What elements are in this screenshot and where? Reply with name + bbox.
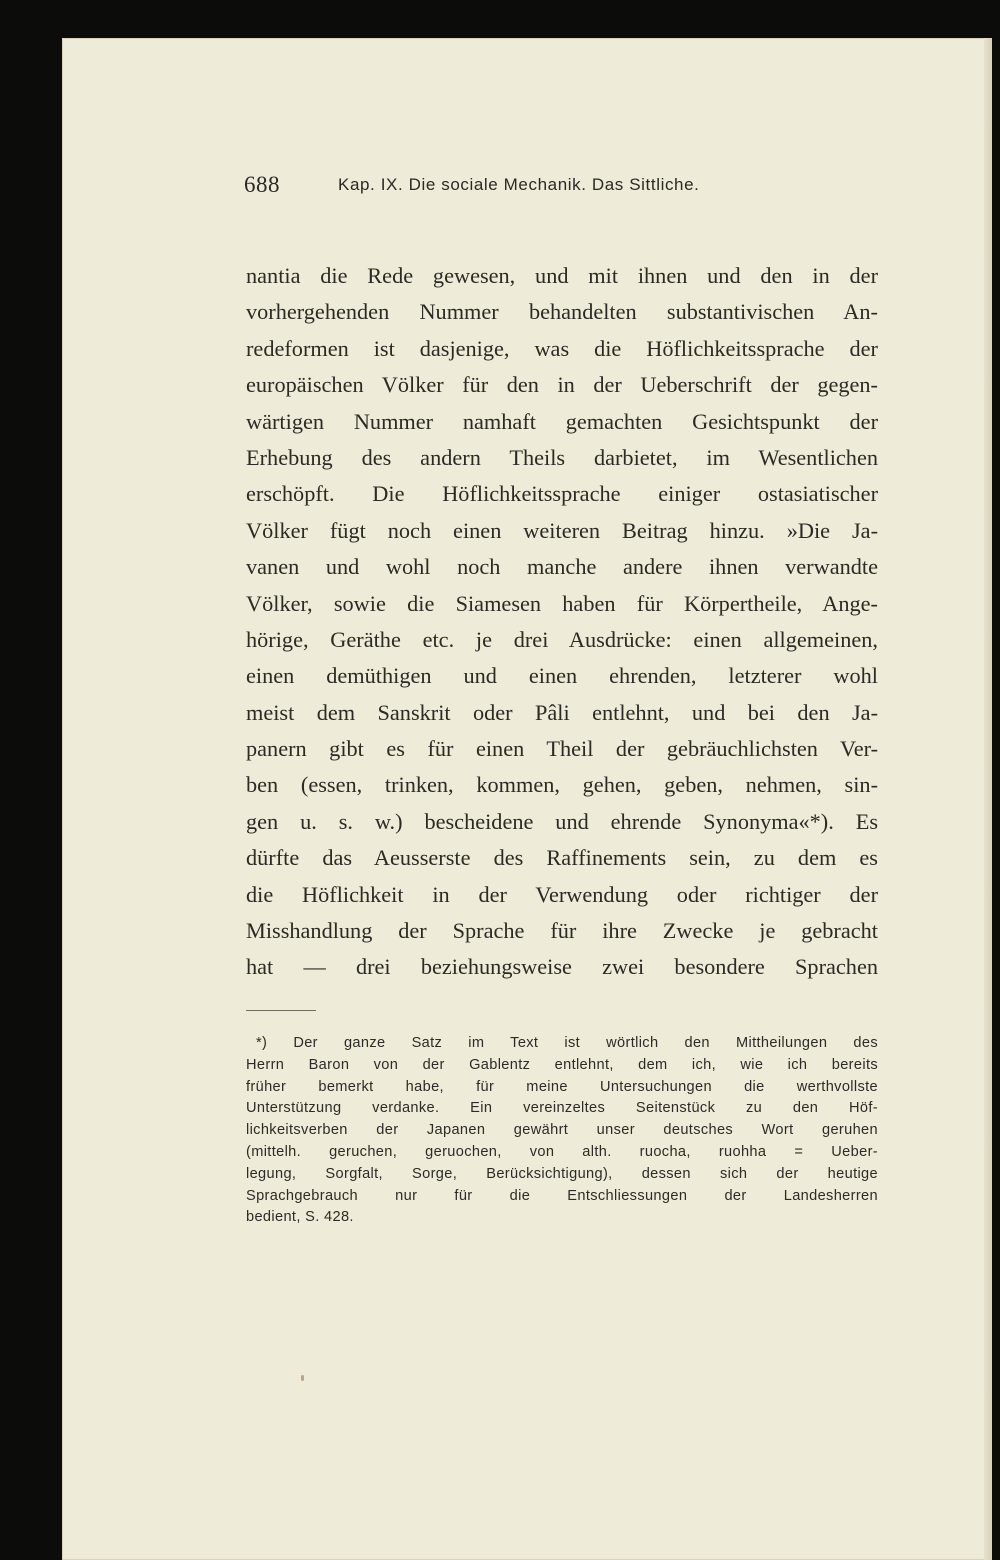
text-line: ben (essen, trinken, kommen, gehen, geben, nehmen, sin- xyxy=(246,772,878,798)
text-line: gen u. s. w.) bescheidene und ehrende Synonyma«*). Es xyxy=(246,808,878,834)
text-line: wärtigen Nummer namhaft gemachten Gesichtspunkt der xyxy=(246,408,878,434)
text-line: hörige, Geräthe etc. je drei Ausdrücke: einen allgemeinen, xyxy=(246,626,878,652)
footnote-line: Unterstützung verdanke. Ein vereinzeltes Seitenstück zu den Höf- xyxy=(246,1100,878,1117)
footnote-line: Sprachgebrauch nur für die Entschliessungen der Landesherren xyxy=(246,1187,878,1204)
text-line: redeformen ist dasjenige, was die Höflichkeitssprache der xyxy=(246,335,878,361)
footnote xyxy=(246,1033,878,1229)
text-line: nantia die Rede gewesen, und mit ihnen und den in der xyxy=(246,263,878,288)
text-line: panern gibt es für einen Theil der gebräuchlichsten Ver- xyxy=(246,736,878,762)
text-line: dürfte das Aeusserste des Raffinements sein, zu dem es xyxy=(246,845,878,871)
footnote-separator xyxy=(246,1010,316,1011)
footnote-line: früher bemerkt habe, für meine Untersuchungen die werthvollste xyxy=(246,1078,878,1095)
text-line: vorhergehenden Nummer behandelten substantivischen An- xyxy=(246,299,878,325)
footnote-line: Herrn Baron von der Gablentz entlehnt, dem ich, wie ich bereits xyxy=(246,1056,878,1073)
text-line: die Höflichkeit in der Verwendung oder richtiger der xyxy=(246,881,878,907)
text-line: meist dem Sanskrit oder Pâli entlehnt, und bei den Ja- xyxy=(246,699,878,725)
footnote-line: (mittelh. geruchen, geruochen, von alth. ruocha, ruohha = Ueber- xyxy=(246,1143,878,1160)
page-number: 688 xyxy=(244,172,280,197)
text-line: vanen und wohl noch manche andere ihnen verwandte xyxy=(246,554,878,580)
text-line: Erhebung des andern Theils darbietet, im Wesentlichen xyxy=(246,444,878,470)
paper-speck xyxy=(301,1375,304,1381)
main-text xyxy=(246,258,878,986)
page-header xyxy=(244,172,844,204)
text-line: einen demüthigen und einen ehrenden, letzterer wohl xyxy=(246,663,878,689)
footnote-line: legung, Sorgfalt, Sorge, Berücksichtigung), dessen sich der heutige xyxy=(246,1165,878,1182)
text-line: Völker fügt noch einen weiteren Beitrag hinzu. »Die Ja- xyxy=(246,517,878,543)
footnote-line: lichkeitsverben der Japanen gewährt unser deutsches Wort geruhen xyxy=(246,1122,878,1139)
text-line: erschöpft. Die Höflichkeitssprache einiger ostasiatischer xyxy=(246,481,878,507)
page-edge xyxy=(984,38,992,1560)
text-line: hat — drei beziehungsweise zwei besondere Sprachen xyxy=(246,954,878,980)
footnote-line: *) Der ganze Satz im Text ist wörtlich den Mittheilungen des xyxy=(256,1035,878,1051)
running-title: Kap. IX. Die sociale Mechanik. Das Sittliche. xyxy=(338,175,700,194)
footnote-line: bedient, S. 428. xyxy=(246,1209,354,1226)
text-line: Völker, sowie die Siamesen haben für Körpertheile, Ange- xyxy=(246,590,878,616)
text-line: Misshandlung der Sprache für ihre Zwecke je gebracht xyxy=(246,918,878,944)
text-line: europäischen Völker für den in der Ueberschrift der gegen- xyxy=(246,372,878,398)
